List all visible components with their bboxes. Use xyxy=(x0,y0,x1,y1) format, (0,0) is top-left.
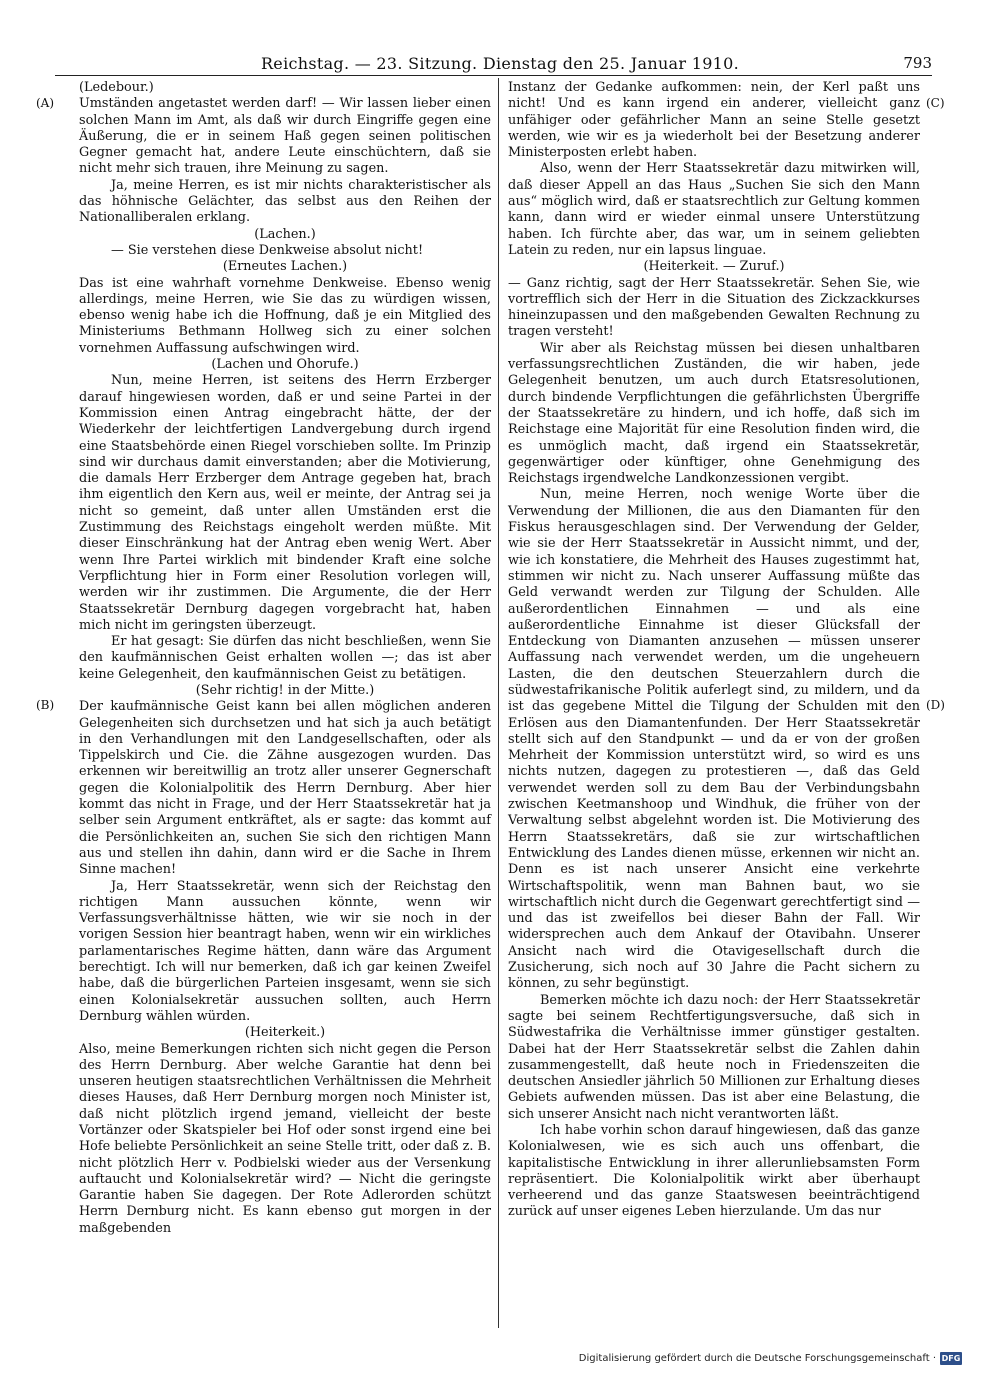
margin-mark-d: (D) xyxy=(926,698,945,712)
paragraph: Ja, meine Herren, es ist mir nichts charakteristischer als das höhnische Gelächter, das selbst aus den Reihen der Nationalliberalen erklang. xyxy=(79,177,491,226)
left-column xyxy=(79,80,491,1237)
paragraph: — Sie verstehen diese Denkweise absolut nicht! xyxy=(111,242,424,258)
stage-direction: (Erneutes Lachen.) xyxy=(222,259,348,275)
right-column xyxy=(508,80,920,1221)
header-rule xyxy=(55,75,932,76)
speaker-name: (Ledebour.) xyxy=(79,80,154,95)
footer-text: Digitalisierung gefördert durch die Deutsche Forschungsgemeinschaft · xyxy=(578,1353,936,1364)
paragraph: Der kaufmännische Geist kann bei allen möglichen anderen Gelegenheiten sich durchsetzen und hat sich ja auch betätigt in den Verhandlungen mit den Landgesellschaften, oder als Tippelskirch und Cie. die Zähne ausgezogen wurden. Das erkennen wir bereitwillig an trotz aller unserer Gegnerschaft gegen die Kolonialpolitik des Herrn Dernburg. Aber hier kommt das nicht in Frage, und der Herr Staatssekretär hat ja selber sein Argument entkräftet, als er sagte: das kommt auf die Persönlichkeiten an, suchen Sie sich den richtigen Mann aus und stellen ihn dahin, dann wird er die Sache in Ihrem Sinne machen! xyxy=(79,699,491,878)
paragraph: Nun, meine Herren, ist seitens des Herrn Erzberger darauf hingewiesen worden, daß er und seine Partei in der Kommission einen Antrag eingebracht hätte, der der Wiederkehr der leichtfertigen Landvergebung durch irgend eine Staatsbehörde einen Riegel vorschieben sollte. Im Prinzip sind wir durchaus damit einverstanden; aber die Motivierung, die damals Herr Erzberger dem Antrage gegeben hat, brach ihm eigentlich den Kern aus, weil er meinte, der Antrag sei ja nicht so gemeint, daß unter allen Umständen erst die Zustimmung des Reichstags eingeholt werden müßte. Mit dieser Einschränkung hat der Antrag eben wenig Wert. Aber wenn Ihre Partei wirklich mit bindender Kraft eine solche Verpflichtung hier in Form einer Resolution vorlegen will, werden wir ihr zustimmen. Die Argumente, die der Herr Staatssekretär Dernburg dagegen vorgebracht hat, haben mich nicht im geringsten überzeugt. xyxy=(79,373,491,633)
paragraph: Das ist eine wahrhaft vornehme Denkweise. Ebenso wenig allerdings, meine Herren, wie Sie das zu würdigen wissen, ebenso wenig habe ich die Hoffnung, daß je ein Mitglied des Ministeriums Bethmann Hollweg sich zu einer solchen vornehmen Auffassung aufschwingen wird. xyxy=(79,275,491,356)
paragraph: Also, wenn der Herr Staatssekretär dazu mitwirken will, daß dieser Appell an das Haus „Suchen Sie sich den Mann aus“ möglich wird, daß er staatsrechtlich zur Geltung kommen kann, dann wird er wieder einmal unsere Unterstützung haben. Ich fürchte aber, das war, um in seinem geliebten Latein zu reden, nur ein lapsus linguae. xyxy=(508,161,920,258)
paragraph: Instanz der Gedanke aufkommen: nein, der Kerl paßt uns nicht! Und es kann irgend ein anderer, vielleicht ganz unfähiger oder gefährlicher Mann an seine Stelle gesetzt werden, wie wir es ja wiederholt bei der Besetzung anderer Ministerposten erlebt haben. xyxy=(508,80,920,161)
paragraph: Er hat gesagt: Sie dürfen das nicht beschließen, wenn Sie den kaufmännischen Geist erhalten wollen —; das ist aber keine Gelegenheit, den kaufmännischen Geist zu betätigen. xyxy=(79,634,491,682)
paragraph: Nun, meine Herren, noch wenige Worte über die Verwendung der Millionen, die aus den Diamanten für den Fiskus herausgeschlagen sind. Der Verwendung der Gelder, wie sie der Herr Staatssekretär in Aussicht nimmt, und der, wie ich konstatiere, die Mehrheit des Hauses zugestimmt hat, stimmen wir nicht zu. Nach unserer Auffassung müßte das Geld verwandt werden zur Tilgung der Schulden. Alle außerordentlichen Einnahmen — und als eine außerordentliche Einnahme ist dieser Glücksfall der Entdeckung von Diamanten anzusehen — müssen unserer Auffassung nach verwendet werden, um die ungeheuern Lasten, die den deutschen Steuerzahlern durch die südwestafrikanische Politik auferlegt sind, zu mildern, und da ist das gegebene Mittel die Tilgung der Schulden mit den Erlösen aus den Diamantenfunden. Der Herr Staatssekretär stellt sich auf den Standpunkt — und da er von der großen Mehrheit der Kommission unterstützt wird, so wird es uns nichts nutzen, dagegen zu protestieren —, daß das Geld verwendet werden soll zu dem Bau der Verbindungsbahn zwischen Keetmanshoop und Windhuk, die früher von der Verwaltung selbst abgelehnt worden ist. Die Motivierung des Herrn Staatssekretärs, daß sie zur wirtschaftlichen Entwicklung des Landes dienen müsse, erkennen wir nicht an. Denn es ist nach unserer Ansicht eine verkehrte Wirtschaftspolitik, wenn man Bahnen baut, wo sie wirtschaftlich nicht durch die Gegenwart gerechtfertigt sind — und das ist zweifellos bei dieser Bahn der Fall. Wir widersprechen auch dem Ankauf der Otavibahn. Unserer Ansicht nach wird die Otavigesellschaft durch die Zusicherung, sich noch auf 30 Jahre die Pacht sichern zu können, zu sehr begünstigt. xyxy=(508,487,920,992)
margin-mark-b: (B) xyxy=(36,698,55,712)
paragraph: Also, meine Bemerkungen richten sich nicht gegen die Person des Herrn Dernburg. Aber welche Garantie hat denn bei unseren heutigen staatsrechtlichen Verhältnissen die Mehrheit dieses Hauses, daß Herr Dernburg morgen noch Minister ist, daß nicht plötzlich irgend jemand, vielleicht der beste Vortänzer oder Skatspieler bei Hof oder sonst irgend eine bei Hofe beliebte Persönlichkeit an seine Stelle tritt, oder daß z. B. nicht plötzlich Herr v. Podbielski wieder aus der Versenkung auftaucht und Kolonialsekretär wird? — Nicht die geringste Garantie haben Sie dagegen. Der Rote Adlerorden schützt Herrn Dernburg nicht. Es kann ebenso gut morgen in der maßgebenden xyxy=(79,1041,491,1236)
stage-direction: (Sehr richtig! in der Mitte.) xyxy=(195,682,375,698)
paragraph: Ich habe vorhin schon darauf hingewiesen, daß das ganze Kolonialwesen, wie es sich auch uns offenbart, die kapitalistische Entwicklung in ihrer allerunliebsamsten Form repräsentiert. Die Kolonialpolitik wirkt aber überhaupt verheerend und das ganze Staatswesen beeinträchtigend zurück auf unser eigenes Leben hierzulande. Um das nur xyxy=(508,1123,920,1220)
paragraph: Ja, Herr Staatssekretär, wenn sich der Reichstag den richtigen Mann aussuchen könnte, wenn wir Verfassungsverhältnisse hätten, wie wir sie noch in der vorigen Session hier beantragt haben, wenn wir ein wirkliches parlamentarisches Regime hätten, dann wäre das Argument berechtigt. Ich will nur bemerken, daß ich gar keinen Zweifel habe, daß die bürgerlichen Parteien insgesamt, wenn sie sich einen Kolonialsekretär aussuchen sollten, auch Herrn Dernburg wählen würden. xyxy=(79,878,491,1024)
stage-direction: (Lachen.) xyxy=(254,226,316,242)
stage-direction: (Lachen und Ohorufe.) xyxy=(211,357,359,373)
stage-direction: (Heiterkeit.) xyxy=(244,1025,326,1041)
paragraph: Umständen angetastet werden darf! — Wir lassen lieber einen solchen Mann im Amt, als daß wir durch Eingriffe gegen eine Äußerung, die er in seinem Haß gegen seinen politischen Gegner gemacht hat, andere Leute einschüchtern, daß sie nicht mehr sich trauen, ihre Meinung zu sagen. xyxy=(79,96,491,177)
paragraph: Bemerken möchte ich dazu noch: der Herr Staatssekretär sagte bei seinem Rechtfertigungsversuche, daß sich in Südwestafrika die Verhältnisse immer günstiger gestalten. Dabei hat der Herr Staatssekretär selbst die Zahlen dahin zusammengestellt, daß heute noch in Friedenszeiten die deutschen Ansiedler jährlich 50 Millionen zur Erhaltung dieses Gebiets aufwenden müssen. Das ist aber eine Belastung, die sich unserer Ansicht nach nicht verantworten läßt. xyxy=(508,992,920,1122)
page-number: 793 xyxy=(903,54,932,72)
margin-mark-c: (C) xyxy=(926,96,945,110)
margin-mark-a: (A) xyxy=(36,96,55,110)
paragraph: Wir aber als Reichstag müssen bei diesen unhaltbaren verfassungsrechtlichen Zuständen, die wir haben, jede Gelegenheit benutzen, um auch durch Etatsresolutionen, durch bindende Verpflichtungen die gefährlichsten Übergriffe der Staatssekretäre zu hindern, und ich hoffe, daß sich im Reichstage eine Majorität für eine Resolution finden wird, die es unmöglich macht, daß irgend ein Staatssekretär, gegenwärtiger oder künftiger, ohne Genehmigung des Reichstags irgendwelche Landkonzessionen vergibt. xyxy=(508,340,920,487)
column-divider xyxy=(498,78,499,1328)
dfg-logo: DFG xyxy=(941,1354,961,1363)
header-title: Reichstag. — 23. Sitzung. Dienstag den 25. Januar 1910. xyxy=(260,54,740,73)
footer-credit xyxy=(579,1352,962,1365)
stage-direction: (Heiterkeit. — Zuruf.) xyxy=(643,259,785,275)
paragraph: — Ganz richtig, sagt der Herr Staatssekretär. Sehen Sie, wie vortrefflich sich der Herr in die Situation des Zickzackkurses hineinzupassen und den maßgebenden Gewalten Rechnung zu tragen versteht! xyxy=(508,275,920,340)
